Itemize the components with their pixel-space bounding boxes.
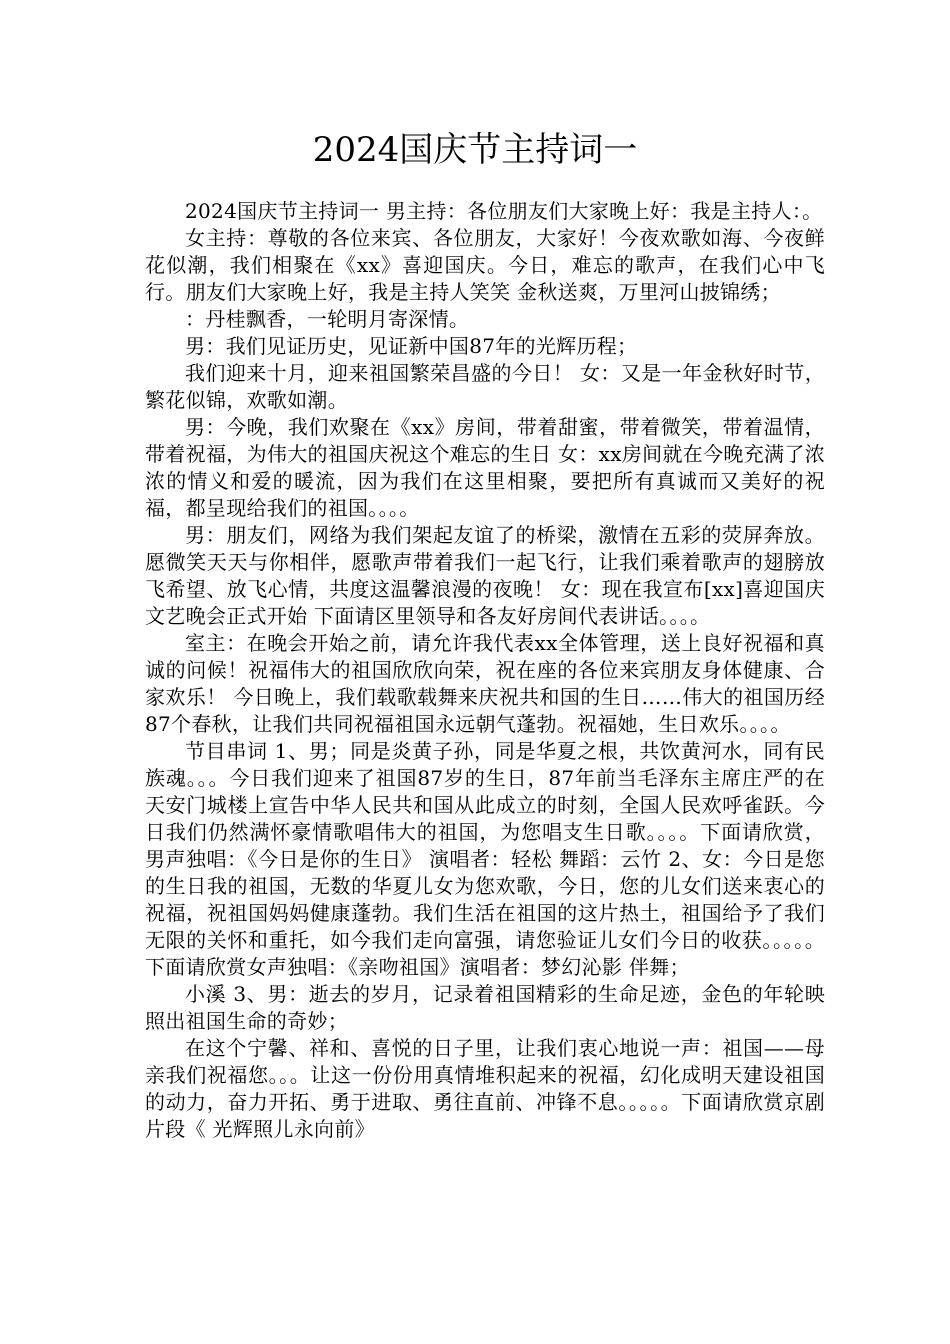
paragraph: ：丹桂飘香，一轮明月寄深情。 — [185, 307, 470, 331]
paragraph: 室主：在晚会开始之前，请允许我代表xx全体管理，送上良好祝福和真诚的问候！祝福伟大的祖国欣欣向荣，祝在座的各位来宾朋友身体健康、合家欢乐！ 今日晚上，我们载歌载舞来庆祝共和国的生日……伟大的祖国历经87个春秋，让我们共同祝福祖国永远朝气蓬勃。祝福她，生日欢乐。。。。 — [145, 631, 825, 736]
paragraph: 节目串词 1、男；同是炎黄子孙，同是华夏之根，共饮黄河水，同有民族魂。。。今日我们迎来了祖国87岁的生日，87年前当毛泽东主席庄严的在天安门城楼上宣告中华人民共和国从此成立的时刻，全国人民欢呼雀跃。今日我们仍然满怀豪情歌唱伟大的祖国，为您唱支生日歌。。。。下面请欣赏，男声独唱：《今日是你的生日》 演唱者：轻松 舞蹈：云竹 2、女：今日是您的生日我的祖国，无数的华夏儿女为您欢歌，今日，您的儿女们送来衷心的祝福，祝祖国妈妈健康蓬勃。我们生活在祖国的这片热土，祖国给予了我们无限的关怀和重托，如今我们走向富强，请您验证儿女们今日的收获。。。。。下面请欣赏女声独唱：《亲吻祖国》演唱者：梦幻沁影 伴舞； — [145, 739, 825, 979]
paragraph: 在这个宁馨、祥和、喜悦的日子里，让我们衷心地说一声：祖国——母亲我们祝福您。。。让这一份份用真情堆积起来的祝福，幻化成明天建设祖国的动力，奋力开拓、勇于进取、勇往直前、冲锋不息。。。。。下面请欣赏京剧片段《 光辉照儿永向前》 — [145, 1036, 825, 1141]
document-body — [145, 198, 825, 1143]
paragraph: 女主持：尊敬的各位来宾、各位朋友，大家好！今夜欢歌如海、今夜鲜花似潮，我们相聚在《xx》喜迎国庆。今日，难忘的歌声，在我们心中飞行。朋友们大家晚上好，我是主持人笑笑 金秋送爽，万里河山披锦绣； — [145, 226, 825, 304]
paragraph: 我们迎来十月，迎来祖国繁荣昌盛的今日！ 女：又是一年金秋好时节，繁花似锦，欢歌如潮。 — [145, 361, 825, 412]
paragraph: 男：朋友们，网络为我们架起友谊了的桥梁，激情在五彩的荧屏奔放。愿微笑天天与你相伴，愿歌声带着我们一起飞行，让我们乘着歌声的翅膀放飞希望、放飞心情，共度这温馨浪漫的夜晚！ 女：现在我宣布[xx]喜迎国庆文艺晚会正式开始 下面请区里领导和各友好房间代表讲话。。。。 — [145, 523, 825, 628]
paragraph: 2024国庆节主持词一 男主持：各位朋友们大家晚上好：我是主持人：。 — [185, 199, 823, 223]
paragraph: 小溪 3、男：逝去的岁月，记录着祖国精彩的生命足迹，金色的年轮映照出祖国生命的奇妙； — [145, 982, 825, 1033]
paragraph: 男：我们见证历史，见证新中国87年的光辉历程； — [185, 334, 638, 358]
document-title: 2024国庆节主持词一 — [312, 130, 638, 170]
paragraph: 男：今晚，我们欢聚在《xx》房间，带着甜蜜，带着微笑，带着温情，带着祝福，为伟大的祖国庆祝这个难忘的生日 女：xx房间就在今晚充满了浓浓的情义和爱的暖流，因为我们在这里相聚，要把所有真诚而又美好的祝福，都呈现给我们的祖国。。。。 — [145, 415, 825, 520]
